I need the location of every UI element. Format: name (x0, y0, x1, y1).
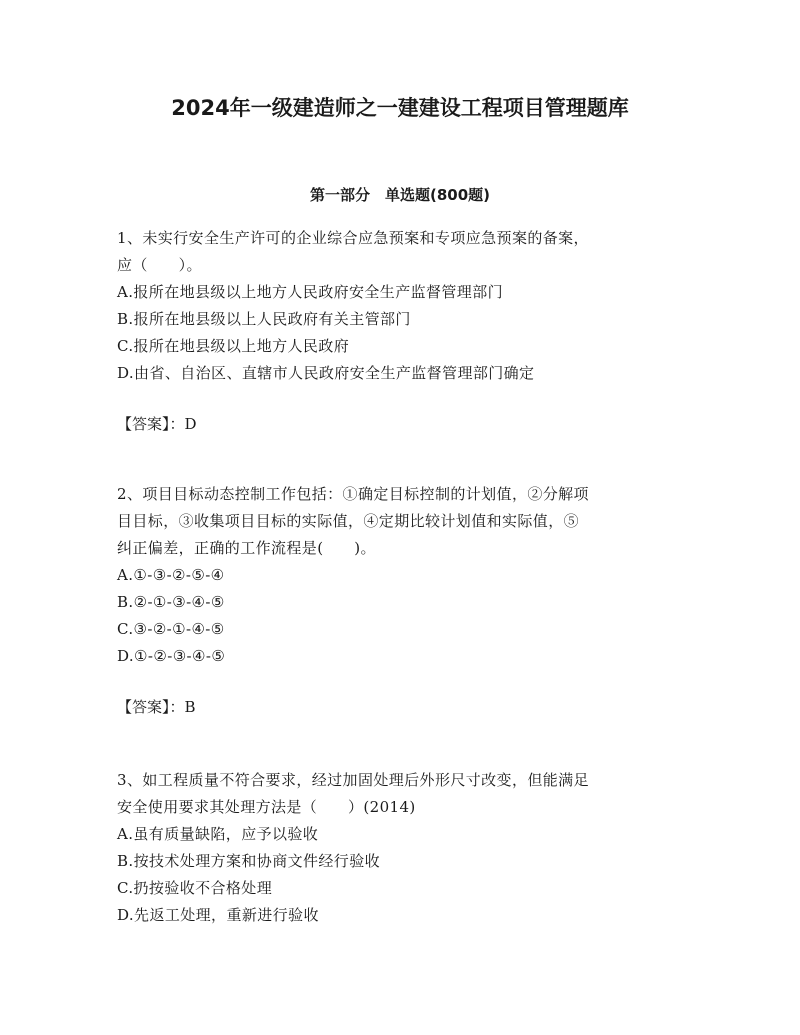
option-b: B.按技术处理方案和协商文件经行验收 (117, 852, 380, 870)
option-b: B.报所在地县级以上人民政府有关主管部门 (117, 310, 411, 328)
question-block (117, 767, 677, 929)
answer-label: 【答案】：B (117, 698, 196, 716)
question-stem: 目目标，③收集项目目标的实际值，④定期比较计划值和实际值，⑤ (117, 512, 580, 530)
question-stem: 纠正偏差，正确的工作流程是( )。 (117, 539, 376, 557)
option-c: C.报所在地县级以上地方人民政府 (117, 337, 350, 355)
option-a: A.报所在地县级以上地方人民政府安全生产监督管理部门 (117, 283, 504, 301)
option-b: B.②-①-③-④-⑤ (117, 593, 225, 611)
question-block (117, 481, 677, 721)
answer-label: 【答案】：D (117, 415, 197, 433)
option-c: C.扔按验收不合格处理 (117, 879, 273, 897)
option-d: D.由省、自治区、直辖市人民政府安全生产监督管理部门确定 (117, 364, 535, 382)
question-stem: 2、项目目标动态控制工作包括：①确定目标控制的计划值，②分解项 (117, 485, 589, 503)
question-block (117, 225, 677, 438)
option-c: C.③-②-①-④-⑤ (117, 620, 225, 638)
option-a: A.虽有质量缺陷，应予以验收 (117, 825, 319, 843)
question-stem: 应（ ）。 (117, 256, 202, 274)
question-stem: 1、未实行安全生产许可的企业综合应急预案和专项应急预案的备案， (117, 229, 589, 247)
section-title: 第一部分 单选题(800题) (309, 186, 491, 204)
question-stem: 3、如工程质量不符合要求，经过加固处理后外形尺寸改变，但能满足 (117, 771, 589, 789)
option-d: D.①-②-③-④-⑤ (117, 647, 226, 665)
option-d: D.先返工处理，重新进行验收 (117, 906, 319, 924)
page-title: 2024年一级建造师之一建建设工程项目管理题库 (171, 96, 629, 120)
option-a: A.①-③-②-⑤-④ (117, 566, 225, 584)
question-stem: 安全使用要求其处理方法是（ ）(2014) (117, 798, 416, 816)
